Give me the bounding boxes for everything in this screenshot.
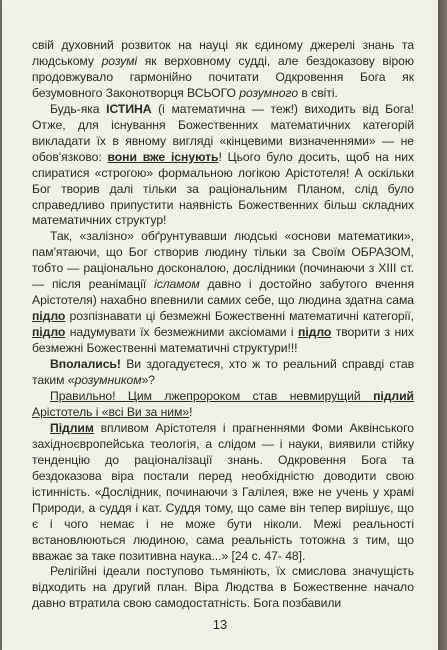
strong-text: Вполались! xyxy=(50,357,121,372)
paragraph-1: свій духовний розвиток на науці як єдиному джерелі знань та людському розумі як верховному судді, але бездоказову вірою продовжувало гармонійно почитати Одкровення Бога як безумовного Законотворця ВСЬОГО розумного в світі. xyxy=(32,38,414,100)
emphasis: ісламом xyxy=(154,277,200,292)
book-page xyxy=(2,0,438,650)
strong-underlined-text: вони вже існують xyxy=(107,149,219,164)
strong-underlined-text: підлий xyxy=(373,388,414,403)
paragraph-5: Правильно! Цим лжепророком став невмирущий підлий Арістотель і «всі Ви за ним»! xyxy=(32,388,414,419)
page-number: 13 xyxy=(212,617,228,632)
body-text xyxy=(32,38,414,612)
strong-underlined-text: підло xyxy=(32,325,66,340)
paragraph-3: Так, «залізно» обґрунтувавши людські «основи математики», пам'ятаючи, що Бог створив людину тільки за Своїм ОБРАЗОМ, тобто — раціонально досконалою, дослідники (починаючи з XIII ст. — після реанімації ісламом давно і достойно забутого вчення Арістотеля) нахабно впевнили самих себе, що людина здатна сама підло розпізнавати ці безмежні Божественні математичні категорії, підло надумувати їх безмежними аксіомами і підло творити з них безмежні Божественні математичні структури!!! xyxy=(32,229,414,356)
underlined-text: Арістотель і «всі Ви за ним» xyxy=(32,404,190,419)
strong-underlined-text: Підлим xyxy=(50,420,94,435)
underlined-text: Правильно! Цим лжепророком став невмирущий xyxy=(50,388,374,403)
strong-text: ІСТИНА xyxy=(106,101,152,116)
strong-underlined-text: підло xyxy=(298,325,332,340)
strong-underlined-text: підло xyxy=(32,309,66,324)
paragraph-6: Підлим впливом Арістотеля і прагненнями Фоми Аквінського західноєвропейська теологія, а слідом — і науки, виявили стійку тенденцію до раціоналізації знань. Одкровення Бога та бездоказова віра постали перед необхідністю доводити свою істинність. «Дослідник, починаючи з Галілея, вже не учень у храмі Природи, а суддя і кат. Суддя тому, що саме він тепер вирішує, що є і чого немає і не може бути ніколи. Межі реальності встановлюються людиною, сама реальність тотожна з тим, що вважає за таке позитивна наука...» [24 с. 47- 48]. xyxy=(32,420,414,563)
emphasis: розумі xyxy=(101,53,138,68)
paragraph-2: Будь-яка ІСТИНА (і математична — теж!) виходить від Бога! Отже, для існування Божественних математичних категорій викладати їх в явному вигляді «кінцевими визначеннями» — не обов'язково: вони вже існують! Цього було досить, щоб на них спиратися «строгою» формальною логікою Арістотеля! А оскільки Бог творив далі тільки за раціональним Планом, слід було справедливо припустити наявність Божественних більш складних математичних структур! xyxy=(32,101,415,228)
emphasis: розумного xyxy=(239,85,299,100)
paragraph-4: Вполались! Ви здогадуєтеся, хто ж то реальний справді став таким «розумником»? xyxy=(32,357,414,388)
emphasis: розумником xyxy=(74,373,142,388)
book-edge xyxy=(438,0,447,650)
paragraph-7: Релігійні ідеали поступово тьмяніють, їх смислова значущість відходить на другий план. Віра Людства в Божественне начало давно втратила свою самодостатність. Бога позбавили xyxy=(32,564,414,611)
